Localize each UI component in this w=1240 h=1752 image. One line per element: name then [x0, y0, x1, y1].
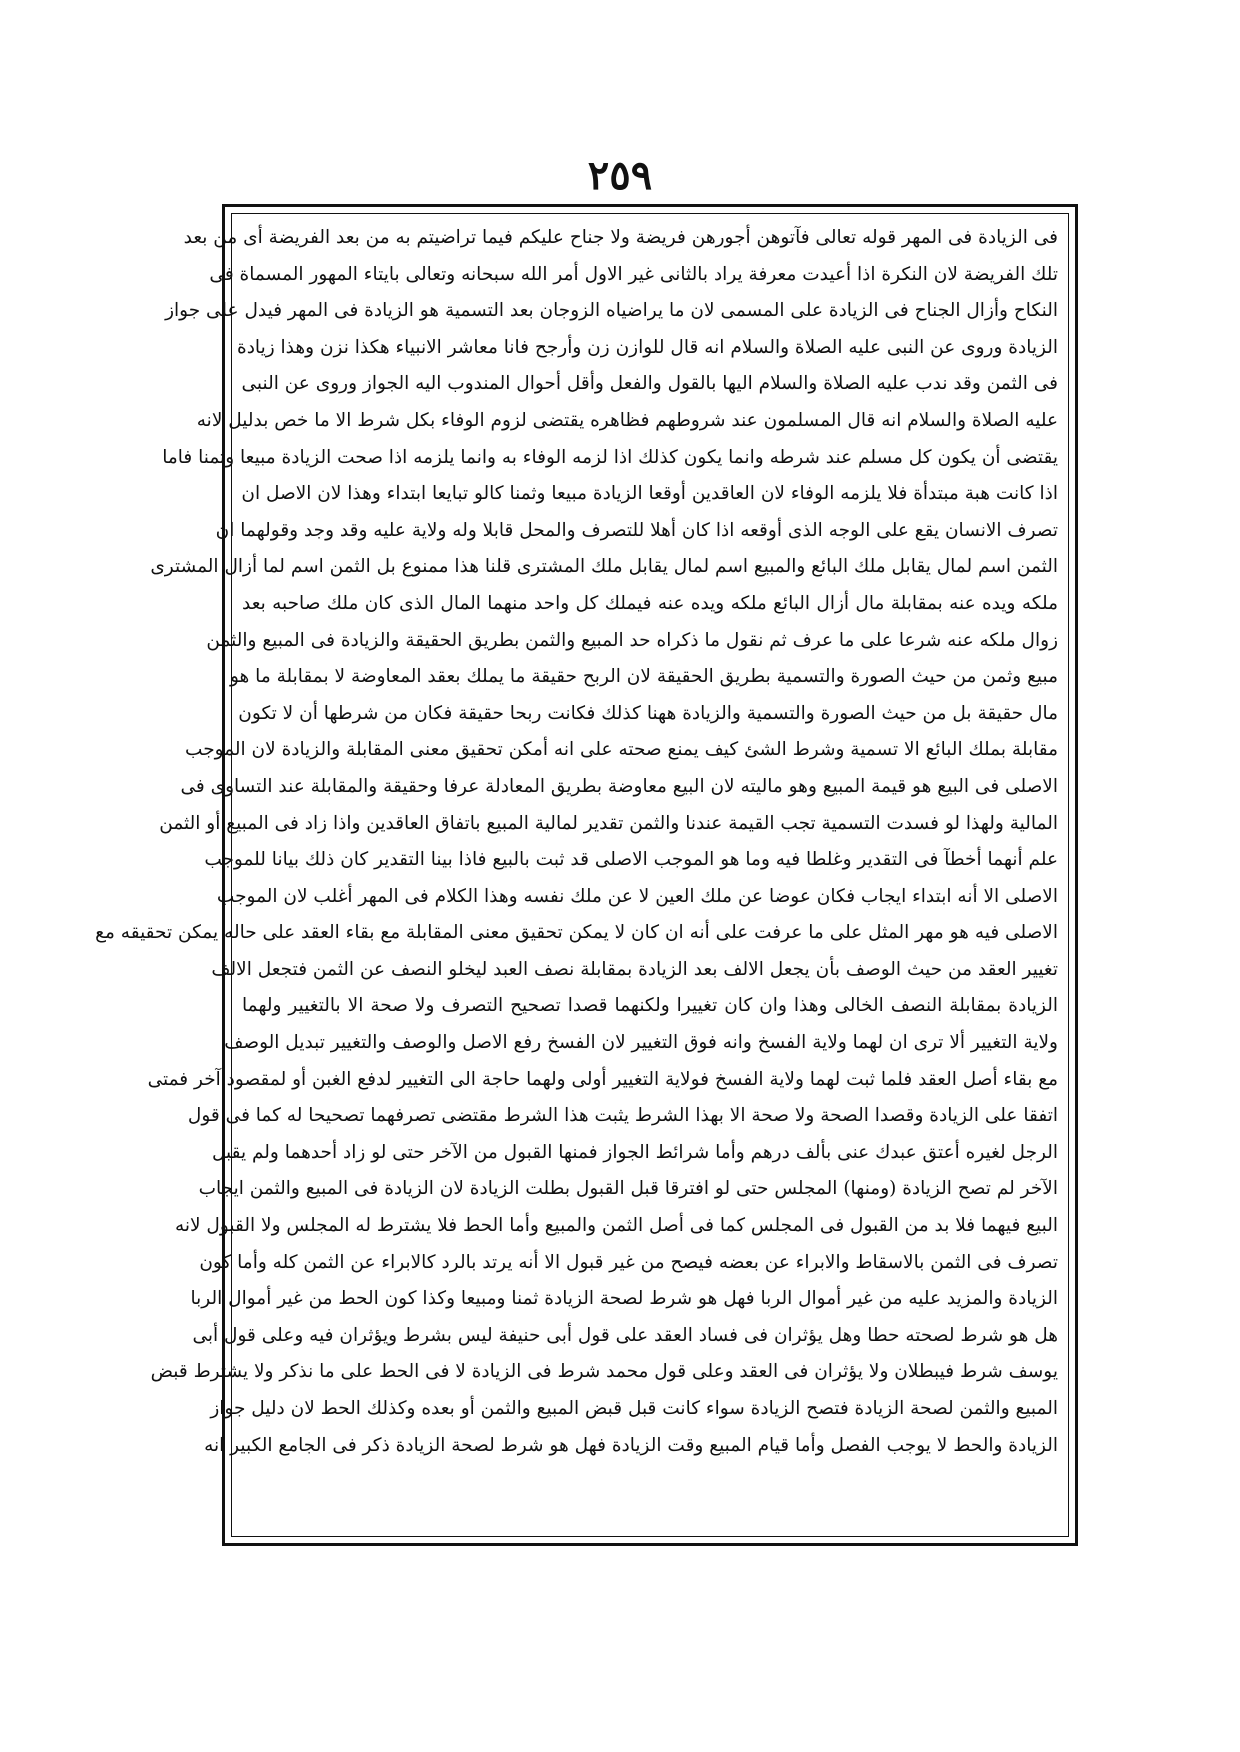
text-line: مع بقاء أصل العقد فلما ثبت لهما ولاية الفسخ فولاية التغيير أولى ولهما حاجة الى التغيير لدفع الغبن أو لمقصود آخر فمتى	[147, 1068, 1058, 1090]
text-line: تصرف الانسان يقع على الوجه الذى أوقعه اذا كان أهلا للتصرف والمحل قابلا وله ولاية عليه وقد وجد وقولهما ان	[215, 519, 1058, 541]
text-line: اذا كانت هبة مبتدأة فلا يلزمه الوفاء لان العاقدين أوقعا الزيادة مبيعا وثمنا كالو تبايعا ابتداء وهذا لان الاصل ان	[241, 483, 1058, 505]
text-line: ولاية التغيير ألا ترى ان لهما ولاية الفسخ وانه فوق التغيير لان الفسخ رفع الاصل والوصف والتغيير تبديل الوصف	[224, 1032, 1058, 1054]
text-line: الآخر لم تصح الزيادة (ومنها) المجلس حتى لو افترقا قبل القبول بطلت الزيادة لان الزيادة فى المبيع والثمن ايجاب	[198, 1178, 1058, 1200]
text-line: مال حقيقة بل من حيث الصورة والتسمية والزيادة ههنا كذلك فكانت ربحا حقيقة فكان من شرطها أن لا تكون	[238, 702, 1058, 724]
text-line: الثمن اسم لمال يقابل ملك البائع والمبيع اسم لمال يقابل ملك المشترى قلنا هذا ممنوع بل الثمن اسم لما أزال المشترى	[150, 556, 1058, 578]
text-line: الاصلى فى البيع هو قيمة المبيع وهو ماليته لان البيع معاوضة بطريق المعادلة عرفا وحقيقة والمقابلة عند التساوى فى	[180, 775, 1058, 797]
text-line: فى الزيادة فى المهر قوله تعالى فآتوهن أجورهن فريضة ولا جناح عليكم فيما تراضيتم به من بعد الفريضة أى من بعد	[183, 227, 1058, 248]
text-line: المالية ولهذا لو فسدت التسمية تجب القيمة عندنا والثمن تقدير لمالية المبيع باتفاق العاقدين واذا زاد فى المبيع أو الثمن	[159, 812, 1058, 834]
page-number: ٢٥٩	[587, 152, 653, 199]
text-line: يقتضى أن يكون كل مسلم عند شرطه وانما يكون كذلك اذا لزمه الوفاء به وانما يلزمه اذا صحت الزيادة مبيعا وثمنا فاما	[162, 446, 1058, 468]
text-line: الزيادة والحط لا يوجب الفصل وأما قيام المبيع وقت الزيادة فهل هو شرط لصحة الزيادة ذكر فى الجامع الكبير انه	[204, 1434, 1058, 1456]
text-line: المبيع والثمن لصحة الزيادة فتصح الزيادة سواء كانت قبل قبض المبيع والثمن أو بعده وكذلك الحط لان دليل جواز	[210, 1398, 1058, 1419]
text-line: فى الثمن وقد ندب عليه الصلاة والسلام اليها بالقول والفعل وأقل أحوال المندوب اليه الجواز وروى عن النبى	[241, 373, 1058, 395]
text-line: الزيادة وروى عن النبى عليه الصلاة والسلام انه قال للوازن زن وأرجح فانا معاشر الانبياء هكذا نزن وهذا زيادة	[237, 336, 1058, 358]
text-line: الرجل لغيره أعتق عبدك عنى بألف درهم وأما شرائط الجواز فمنها القبول من الآخر حتى لو زاد أحدهما ولم يقبل	[212, 1141, 1058, 1163]
text-line: هل هو شرط لصحته حطا وهل يؤثران فى فساد العقد على قول أبى حنيفة ليس بشرط ويؤثران فيه وعلى قول أبى	[192, 1324, 1058, 1346]
text-line: الزيادة والمزيد عليه من غير أموال الربا فهل هو شرط لصحة الزيادة ثمنا ومبيعا وكذا كون الحط من غير أموال الربا	[190, 1288, 1058, 1310]
text-line: ملكه ويده عنه بمقابلة مال أزال البائع ملكه ويده عنه فيملك كل واحد منهما المال الذى كان ملك صاحبه بعد	[242, 592, 1058, 614]
page-frame-outer	[95, 204, 1078, 1546]
text-line: تلك الفريضة لان النكرة اذا أعيدت معرفة يراد بالثانى غير الاول أمر الله سبحانه وتعالى بايتاء المهور المسماة فى	[209, 263, 1058, 285]
text-line: الزيادة بمقابلة النصف الخالى وهذا وان كان تغييرا ولكنهما قصدا تصحيح التصرف ولا صحة الا بالتغيير ولهما	[242, 995, 1058, 1017]
text-line: عليه الصلاة والسلام انه قال المسلمون عند شروطهم فظاهره يقتضى لزوم الوفاء بكل شرط الا ما خص بدليل لانه	[196, 409, 1058, 431]
text-line: علم أنهما أخطآ فى التقدير وغلطا فيه وما هو الموجب الاصلى قد ثبت بالبيع فاذا بينا التقدير كان ذلك بيانا للموجب	[204, 849, 1058, 871]
text-line: البيع فيهما فلا بد من القبول فى المجلس كما فى أصل الثمن والمبيع وأما الحط فلا يشترط له المجلس ولا القبول لانه	[174, 1215, 1058, 1237]
text-line: تغيير العقد من حيث الوصف بأن يجعل الالف بعد الزيادة بمقابلة نصف العبد ليخلو النصف عن الثمن فتجعل الالف	[211, 958, 1058, 980]
text-line: زوال ملكه عنه شرعا على ما عرف ثم نقول ما ذكراه حد المبيع والثمن بطريق الحقيقة والزيادة فى المبيع والثمن	[206, 629, 1058, 651]
text-line: النكاح وأزال الجناح فى الزيادة على المسمى لان ما يراضياه الزوجان بعد التسمية هو الزيادة فى المهر فيدل على جواز	[165, 300, 1058, 322]
arabic-text-block	[95, 220, 1058, 1526]
text-line: يوسف شرط فيبطلان ولا يؤثران فى العقد وعلى قول محمد شرط فى الزيادة لا فى الحط على ما نذكر ولا يشترط قبض	[150, 1361, 1058, 1383]
page-frame-inner	[95, 213, 1069, 1537]
text-line: الاصلى الا أنه ابتداء ايجاب فكان عوضا عن ملك العين لا عن ملك نفسه وهذا الكلام فى المهر أغلب لان الموجب	[216, 885, 1058, 907]
text-line: اتفقا على الزيادة وقصدا الصحة ولا صحة الا بهذا الشرط يثبت هذا الشرط مقتضى تصرفهما تصحيحا له كما فى قول	[187, 1105, 1058, 1127]
text-line: مقابلة بملك البائع الا تسمية وشرط الشئ كيف يمنع صحته على انه أمكن تحقيق معنى المقابلة والزيادة لان الموجب	[185, 739, 1058, 761]
text-line: مبيع وثمن من حيث الصورة والتسمية بطريق الحقيقة لان الربح حقيقة ما يملك بعقد المعاوضة لا بمقابلة ما هو	[229, 666, 1058, 688]
text-line: تصرف فى الثمن بالاسقاط والابراء عن بعضه فيصح من غير قبول الا أنه يرتد بالرد كالابراء عن الثمن كله وأما كون	[199, 1251, 1058, 1273]
text-line: الاصلى فيه هو مهر المثل على ما عرفت على أنه ان كان لا يمكن تحقيق معنى المقابلة مع بقاء العقد على حاله يمكن تحقيقه مع	[95, 922, 1058, 944]
